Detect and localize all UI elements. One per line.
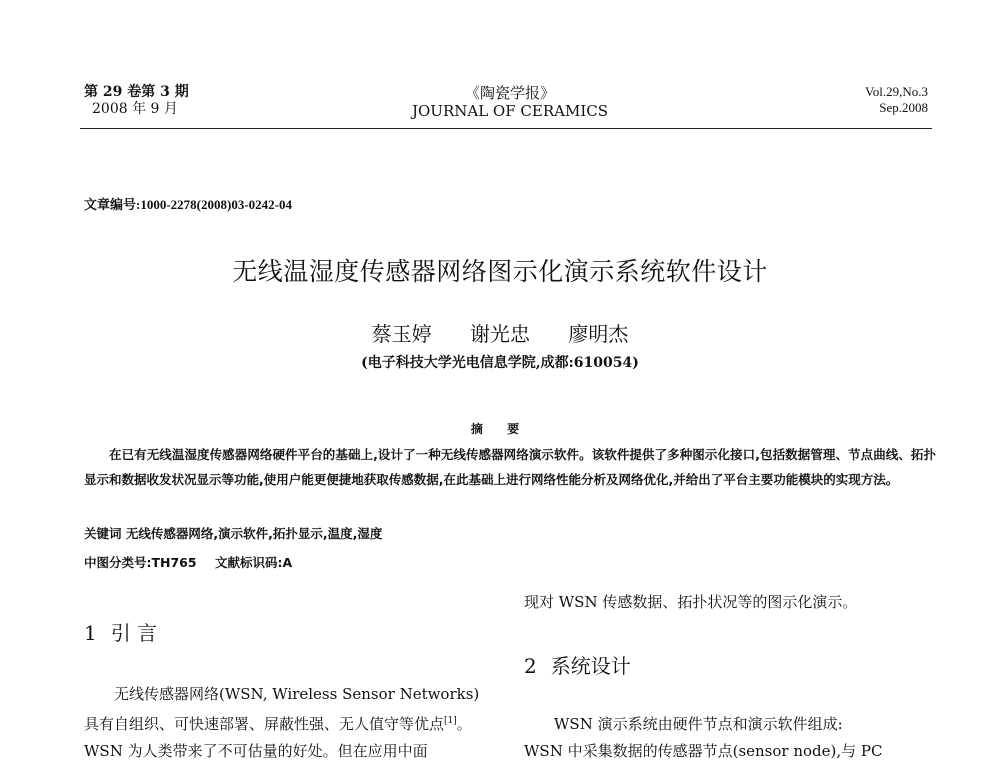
section-2-heading [524,650,934,679]
header-date-en: Sep.2008 [879,100,928,115]
keywords: 关键词 无线传感器网络,演示软件,拓扑显示,温度,湿度 [84,526,383,541]
section-1-body [84,681,488,765]
body-line-end: 。 [456,715,472,733]
body-line [84,708,488,738]
header-issue [84,84,189,118]
body-line: WSN 中采集数据的传感器节点(sensor node),与 PC [524,742,883,760]
clc-number: 中图分类号:TH765 [84,555,197,570]
section-2-title: 系统设计 [550,654,631,678]
abstract-heading: 摘 要 [470,422,530,436]
paper-title: 无线温湿度传感器网络图示化演示系统软件设计 [232,257,768,286]
author-name: 蔡玉婷 [371,322,432,346]
section-1-heading [84,617,488,646]
header-journal-cn: 《陶瓷学报》 [464,84,555,102]
author-name: 谢光忠 [470,322,530,346]
body-line-text: 具有自组织、可快速部署、屏蔽性强、无人值守等优点 [84,715,445,733]
article-number: 文章编号:1000-2278(2008)03-0242-04 [84,197,292,212]
body-line: WSN 演示系统由硬件节点和演示软件组成: [554,715,843,733]
abstract-body [84,442,936,492]
header-date-cn: 2008 年 9 月 [92,101,178,117]
section-2-body [524,711,934,765]
body-line: 无线传感器网络(WSN, Wireless Sensor Networks) [114,685,480,703]
header-volume [865,84,928,116]
author-list [0,318,1000,347]
section-1-number: 1 [84,621,97,645]
section-2-number: 2 [524,654,537,678]
document-code: 文献标识码:A [214,555,293,570]
right-column-continuation: 现对 WSN 传感数据、拓扑状况等的图示化演示。 [524,593,858,611]
abstract-text: 在已有无线温湿度传感器网络硬件平台的基础上,设计了一种无线传感器网络演示软件。该软件提供了多种图示化接口,包括数据管理、节点曲线、拓扑显示和数据收发状况显示等功能,使用户能更便捷地获取传感数据,在此基础上进行网络性能分析及网络优化,并给出了平台主要功能模块的实现方法。 [84,447,936,487]
affiliation: (电子科技大学光电信息学院,成都:610054) [361,355,639,371]
classification [84,553,292,571]
body-line: WSN 为人类带来了不可估量的好处。但在应用中面 [84,742,428,760]
section-1-title: 引 言 [110,621,158,645]
author-name: 廖明杰 [568,322,629,346]
header-rule [80,128,932,129]
header-issue-cn: 第 29 卷第 3 期 [84,84,189,100]
header-volume-en: Vol.29,No.3 [865,84,928,99]
header-journal-en: JOURNAL OF CERAMICS [412,102,608,120]
header-journal [360,84,660,120]
citation: [1] [444,716,457,726]
